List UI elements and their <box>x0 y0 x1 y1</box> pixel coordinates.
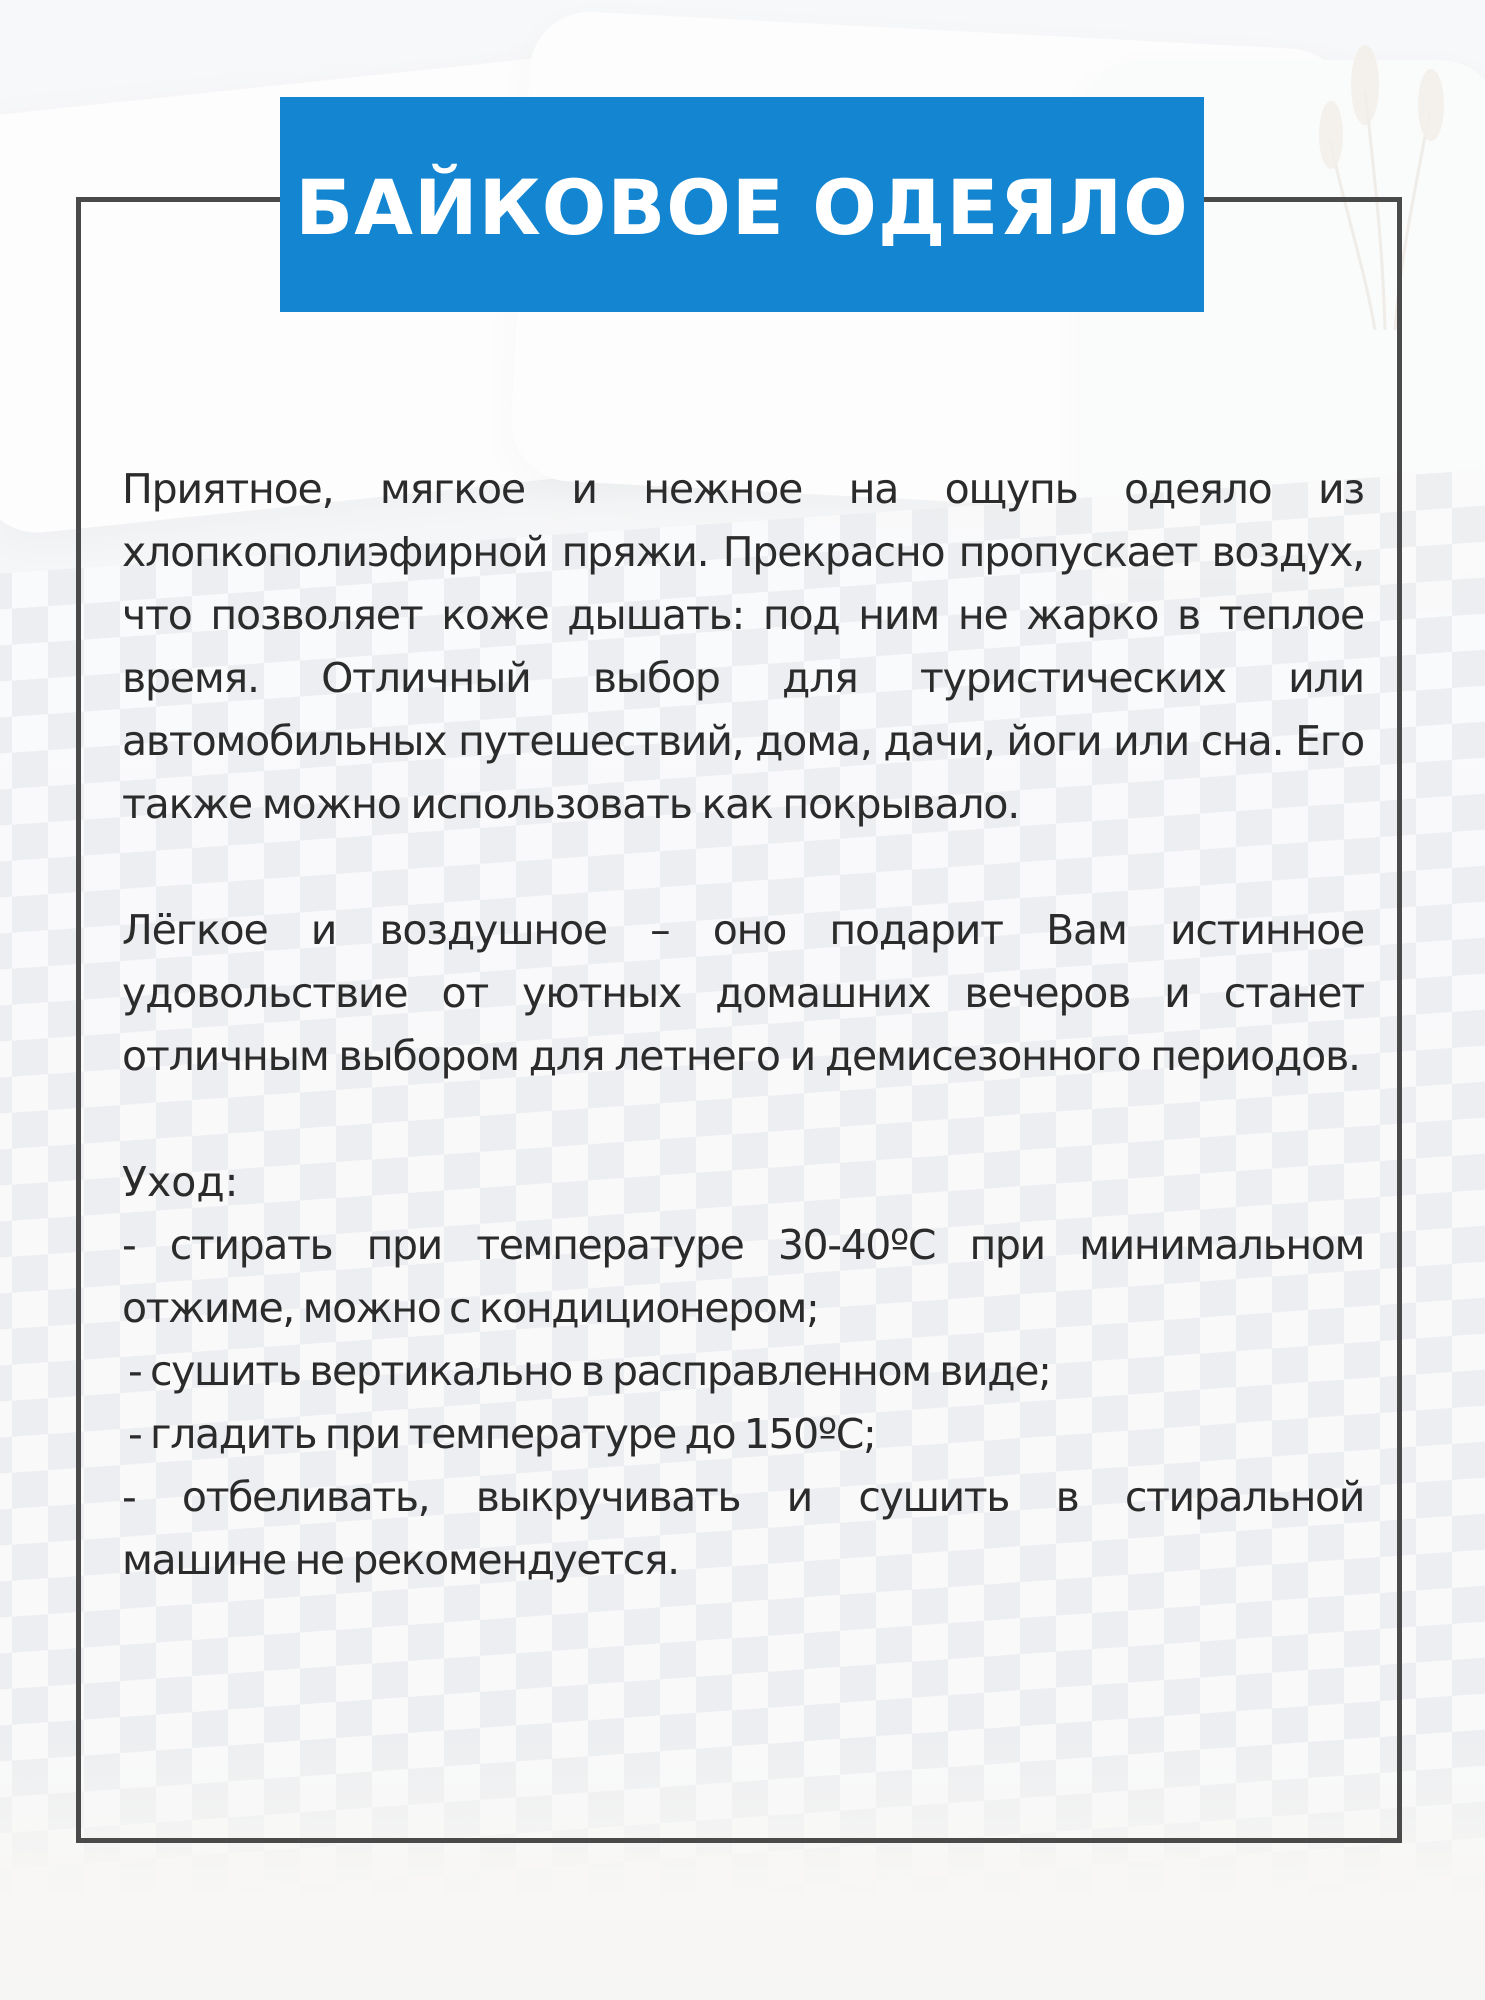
care-heading: Уход: <box>122 1158 239 1206</box>
care-instruction-bleach-cont: машине не рекомендуется. <box>122 1536 679 1584</box>
care-instruction-dry: - сушить вертикально в расправленном виде; <box>128 1347 1051 1395</box>
description-paragraph-1: Приятное, мягкое и нежное на ощупь одеяло из хлопкополиэфирной пряжи. Прекрасно пропускает воздух, что позволяет коже дышать: под ним не жарко в теплое время. Отличный выбор для туристических или автомобильных путешествий, дома, дачи, йоги или сна. Его также можно использовать как покрывало. <box>122 465 1364 828</box>
care-instruction-wash-cont: отжиме, можно с кондиционером; <box>122 1284 819 1332</box>
page-title: БАЙКОВОЕ ОДЕЯЛО <box>295 163 1189 252</box>
care-instruction-iron: - гладить при температуре до 150ºС; <box>128 1410 876 1458</box>
description-paragraph-2: Лёгкое и воздушное – оно подарит Вам истинное удовольствие от уютных домашних вечеров и станет отличным выбором для летнего и демисезонного периодов. <box>122 906 1364 1080</box>
title-banner <box>280 97 1204 312</box>
description-text <box>122 458 1364 1592</box>
care-instruction-bleach: - отбеливать, выкручивать и сушить в стиральной <box>122 1473 1364 1521</box>
care-instruction-wash: - стирать при температуре 30-40ºС при минимальном <box>122 1221 1364 1269</box>
